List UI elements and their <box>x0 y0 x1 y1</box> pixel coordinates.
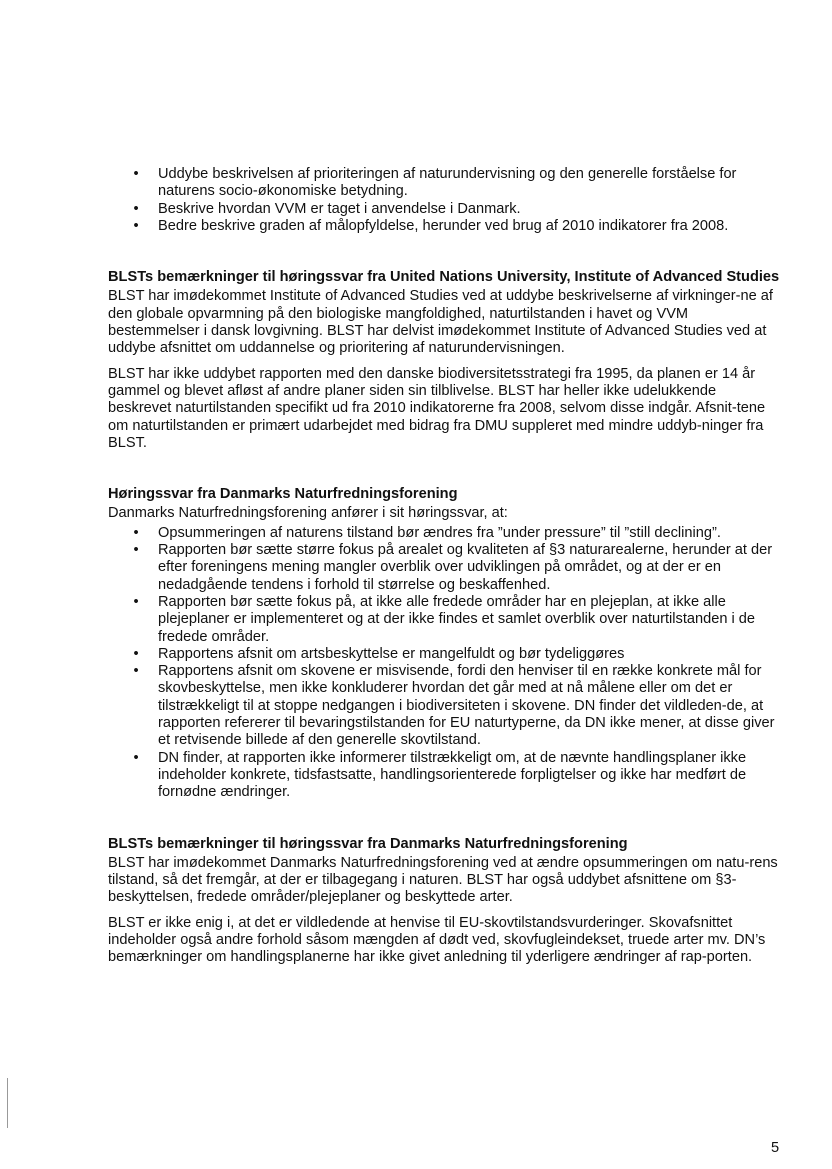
list-item-text: Opsummeringen af naturens tilstand bør ændres fra ”under pressure” til ”still declining”. <box>158 524 721 541</box>
paragraph: BLST har imødekommet Danmarks Naturfredningsforening ved at ændre opsummeringen om natu-rens tilstand, så det fremgår, at der er tilbagegang i naturen. BLST har også uddybet afsnittene om §3-beskyttelsen, fredede områder/plejeplaner og beskyttede arter. <box>108 854 778 906</box>
bullet-icon: • <box>133 645 139 662</box>
page-number: 5 <box>771 1140 780 1156</box>
paragraph: Danmarks Naturfredningsforening anfører i sit høringssvar, at: <box>108 505 508 522</box>
section-un-university-remarks <box>108 269 780 452</box>
list-item <box>108 646 780 663</box>
bullet-icon: • <box>133 166 139 182</box>
bullet-icon: • <box>133 542 139 559</box>
list-item-text: Uddybe beskrivelsen af prioriteringen af naturundervisning og den generelle forståelse for naturens socio-økonomiske betydning. <box>158 166 737 200</box>
list-item <box>108 594 780 646</box>
list-item <box>108 542 780 594</box>
list-item-text: DN finder, at rapporten ikke informerer tilstrækkeligt om, at de nævnte handlingsplaner ikke indeholder konkrete, tidsfastsatte, handlingsorienterede forpligtelser og ikke har medført de fornødne ændringer. <box>158 749 747 801</box>
list-item-text: Rapporten bør sætte fokus på, at ikke alle fredede områder har en plejeplan, at ikke alle plejeplaner er implementeret og at der ikke findes et samlet overblik over naturtilstanden i de fredede områder. <box>158 593 756 645</box>
list-item <box>108 166 780 201</box>
list-item-text: Bedre beskrive graden af målopfyldelse, herunder ved brug af 2010 indikatorer fra 2008. <box>158 217 729 234</box>
bullet-icon: • <box>133 524 139 541</box>
section-heading: BLSTs bemærkninger til høringssvar fra United Nations University, Institute of Advanced Studies <box>108 269 780 286</box>
section-heading: Høringssvar fra Danmarks Naturfredningsforening <box>108 486 458 503</box>
section-dn-consultation-response <box>108 486 780 801</box>
list-item <box>108 525 780 542</box>
document-page <box>108 166 780 967</box>
list-item <box>108 663 780 749</box>
list-item-text: Rapportens afsnit om skovene er misvisende, fordi den henviser til en række konkrete mål for skovbeskyttelse, men ikke konkluderer hvordan det går med at nå målene eller om det er tilstrækkeligt til at stoppe nedgangen i biodiversiteten i skovene. DN finder det vildleden-de, at rapporten refererer til bevaringstilstanden for EU naturtyperne, da DN ikke mener, at disse giver et retvisende billede af den generelle skovtilstand. <box>158 663 775 749</box>
section-dn-remarks <box>108 836 780 967</box>
bullet-icon: • <box>133 663 139 680</box>
paragraph: BLST er ikke enig i, at det er vildledende at henvise til EU-skovtilstandsvurderinger. Skovafsnittet indeholder også andre forhold såsom mængden af dødt ved, skovfugleindekset, truede arter mv. DN’s bemærkninger om handlingsplanerne har ikke givet anledning til yderligere ændringer af rap-porten. <box>108 914 766 966</box>
list-item <box>108 218 780 235</box>
dn-bullet-list <box>108 525 780 802</box>
bullet-icon: • <box>133 749 139 766</box>
section-heading: BLSTs bemærkninger til høringssvar fra Danmarks Naturfredningsforening <box>108 835 628 852</box>
bullet-icon: • <box>133 200 139 217</box>
paragraph: BLST har ikke uddybet rapporten med den danske biodiversitetsstrategi fra 1995, da planen er 14 år gammel og blevet afløst af andre planer siden sin tilblivelse. BLST har heller ikke udelukkende beskrevet naturtilstanden specifikt ud fra 2010 indikatorerne fra 2008, selvom disse indgår. Afsnit-tene om naturtilstanden er primært udarbejdet med bidrag fra DMU suppleret med mindre uddyb-ninger fra BLST. <box>108 365 766 451</box>
list-item-text: Rapporten bør sætte større fokus på arealet og kvaliteten af §3 naturarealerne, herunder at der efter foreningens mening mangler overblik over udviklingen på området, og at der er en nedadgående tendens i forhold til størrelse og beskaffenhed. <box>158 542 773 593</box>
list-item-text: Beskrive hvordan VVM er taget i anvendelse i Danmark. <box>158 200 521 217</box>
bullet-icon: • <box>133 593 139 610</box>
scan-margin-mark <box>7 1078 8 1128</box>
list-item-text: Rapportens afsnit om artsbeskyttelse er mangelfuldt og bør tydeliggøres <box>158 645 625 662</box>
bullet-icon: • <box>133 217 139 234</box>
list-item <box>108 750 780 802</box>
list-item <box>108 201 780 218</box>
intro-bullet-list <box>108 166 780 235</box>
paragraph: BLST har imødekommet Institute of Advanced Studies ved at uddybe beskrivelserne af virkninger-ne af den globale opvarmning på den biologiske mangfoldighed, naturtilstanden i havet og VVM bestemmelser i dansk lovgivning. BLST har delvist imødekommet Institute of Advanced Studies ved at uddybe afsnittet om uddannelse og prioritering af naturundervisningen. <box>108 288 773 357</box>
